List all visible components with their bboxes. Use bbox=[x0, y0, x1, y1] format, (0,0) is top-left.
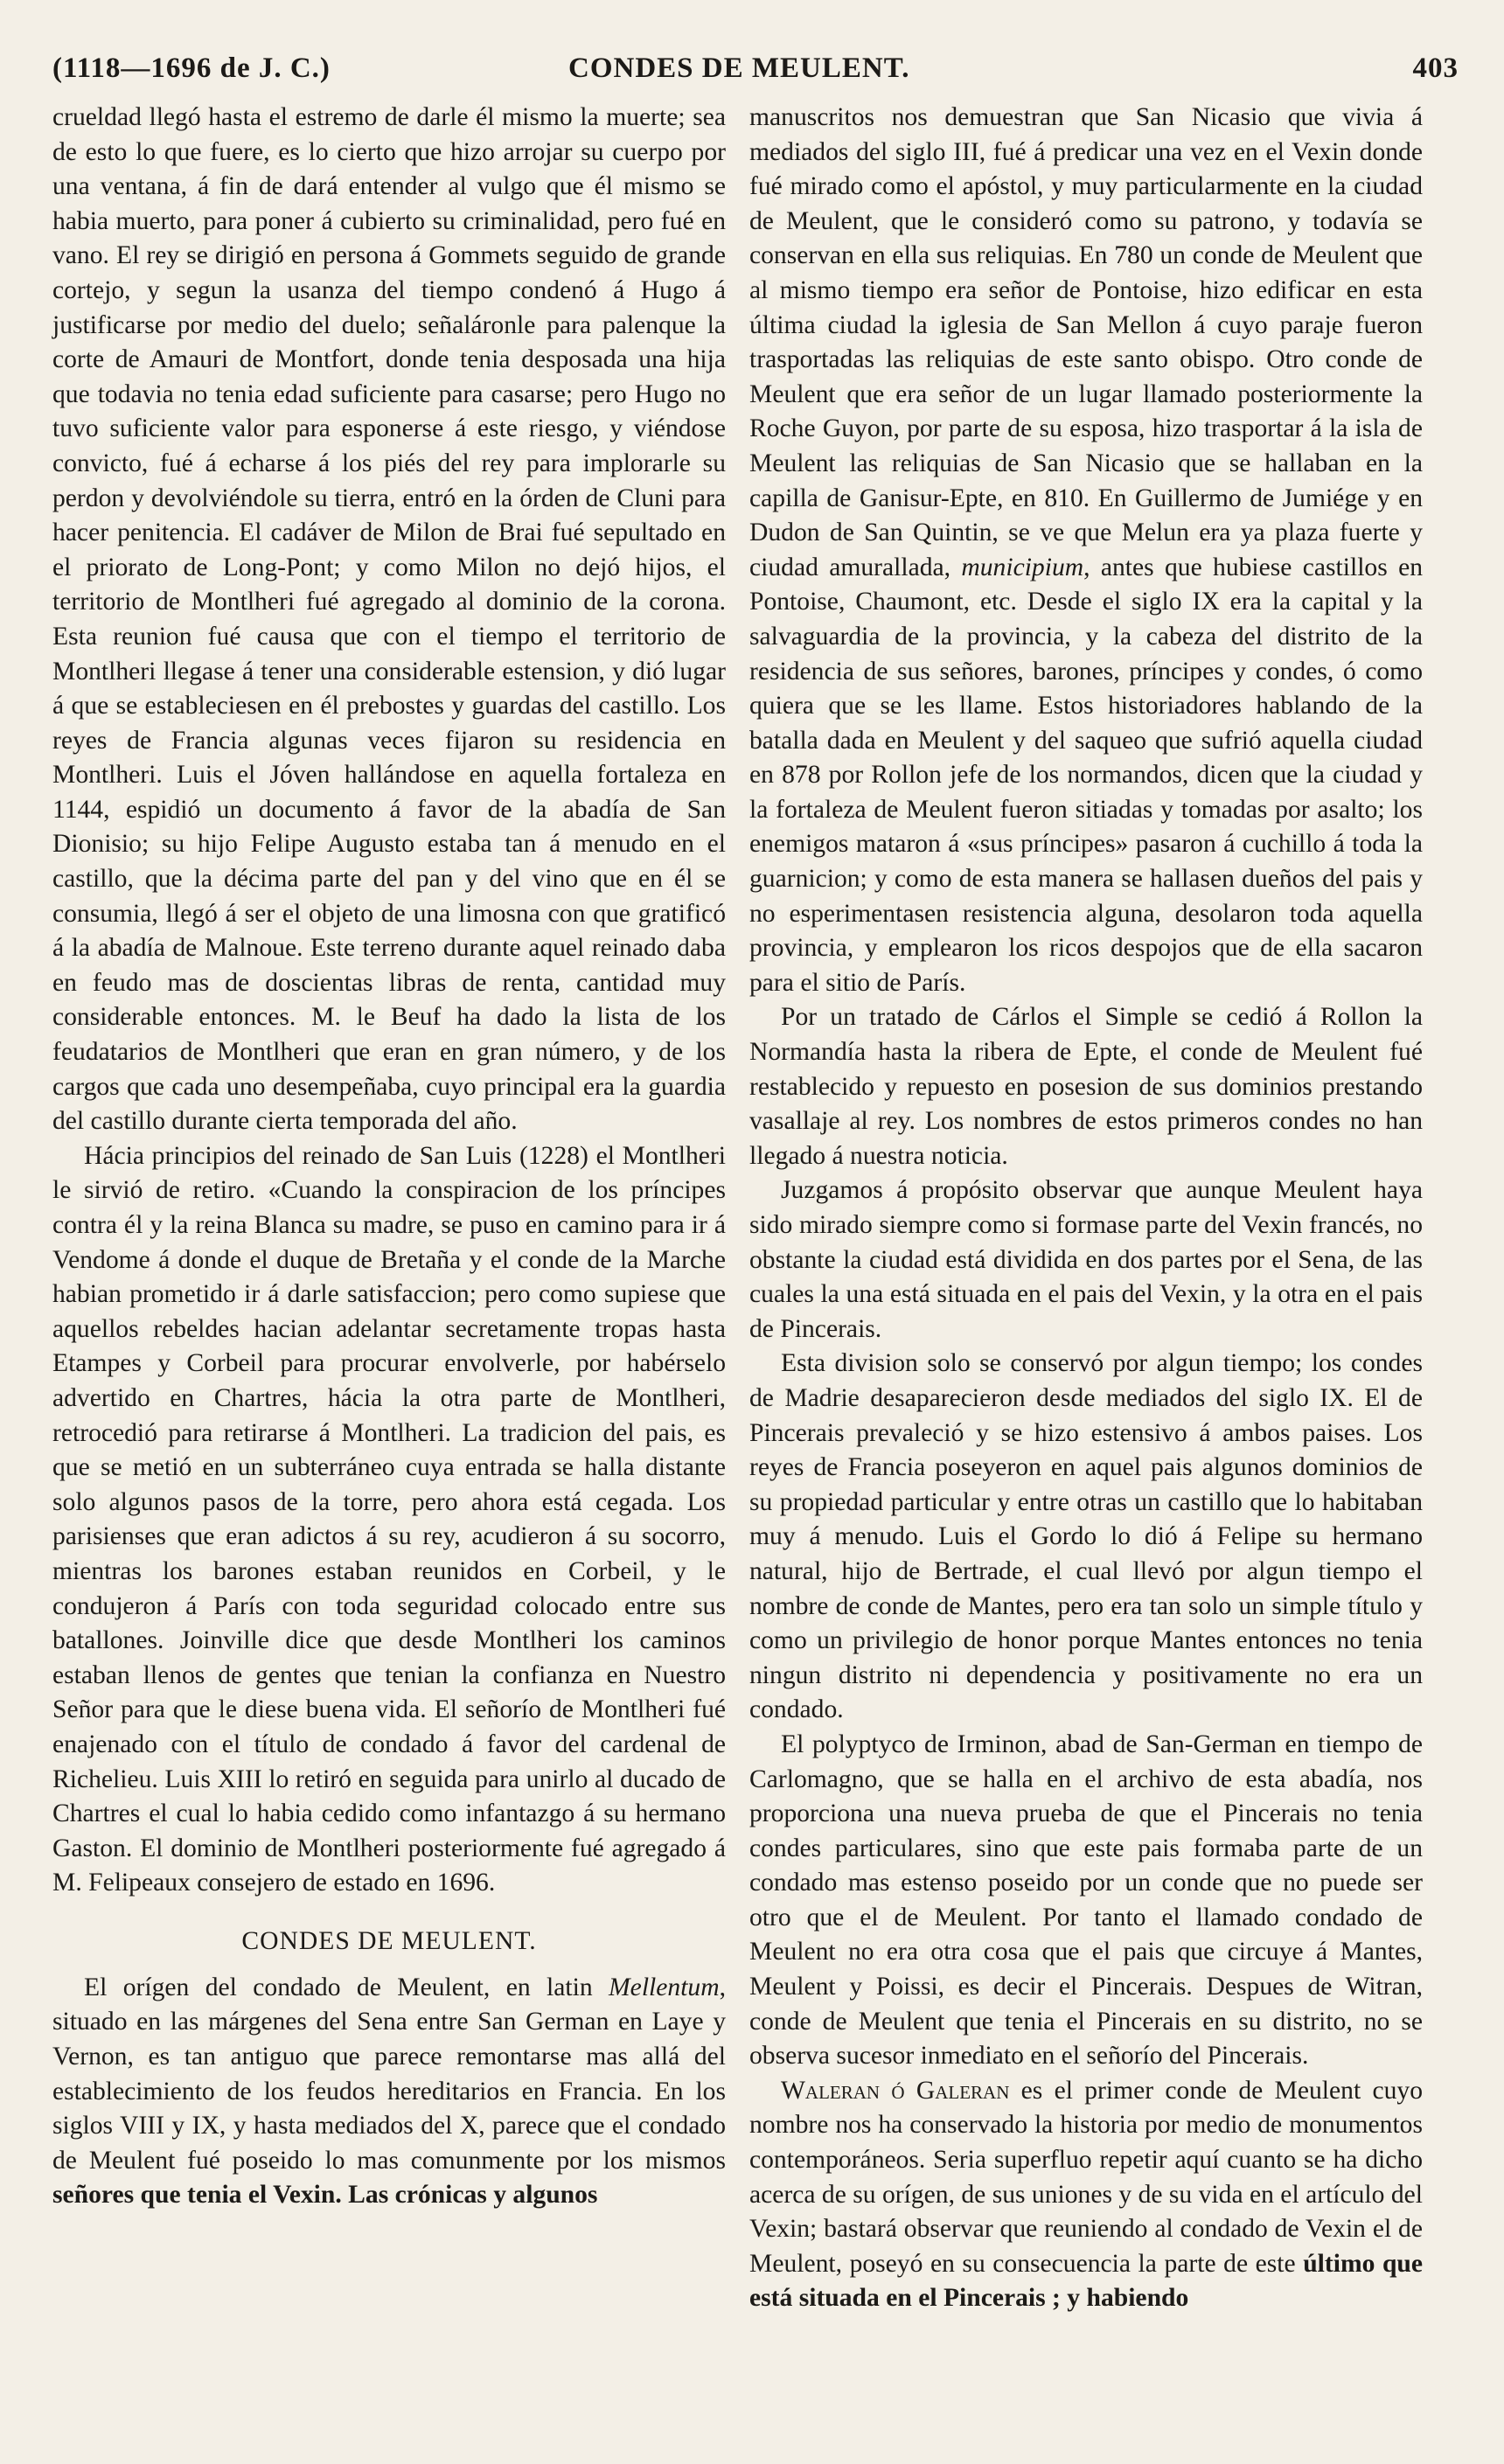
left-paragraph-1: crueldad llegó hasta el estremo de darle él mismo la muerte; sea de esto lo que fuere, es lo cierto que hizo arrojar su cuerpo por una ventana, á fin de dará entender al vulgo que él mismo se habia muerto, para poner á cubierto su criminalidad, pero fué en vano. El rey se dirigió en persona á Gommets seguido de grande cortejo, y segun la usanza del tiempo condenó á Hugo á justificarse por medio del duelo; señaláronle para palenque la corte de Amauri de Montfort, donde tenia desposada una hija que todavia no tenia edad suficiente para casarse; pero Hugo no tuvo suficiente valor para esponerse á este riesgo, y viéndose convicto, fué á echarse á los piés del rey para implorarle su perdon y devolviéndole su tierra, entró en la órden de Cluni para hacer penitencia. El cadáver de Milon de Brai fué sepultado en el priorato de Long-Pont; y como Milon no dejó hijos, el territorio de Montlheri fué agregado al dominio de la corona. Esta reunion fué causa que con el tiempo el territorio de Montlheri llegase á tener una considerable estension, y dió lugar á que se estableciesen en él prebostes y guardas del castillo. Los reyes de Francia algunas veces fijaron su residencia en Montlheri. Luis el Jóven hallándose en aquella fortaleza en 1144, espidió un documento á favor de la abadía de San Dionisio; su hijo Felipe Augusto estaba tan á menudo en el castillo, que la décima parte del pan y del vino que en él se consumia, llegó á ser el objeto de una limosna con que gratificó á la abadía de Malnoue. Este terreno durante aquel reinado daba en feudo mas de doscientas libras de renta, cantidad muy considerable entonces. M. le Beuf ha dado la lista de los feudatarios de Montlheri que eran en gran número, y de los cargos que cada uno desempeñaba, cuyo principal era la guardia del castillo durante cierta temporada del año. bbox=[52, 103, 726, 1136]
header-title: CONDES DE MEULENT. bbox=[568, 52, 910, 84]
p3-latin-term: Mellentum bbox=[609, 1973, 720, 2001]
p3-rest: , situado en las márgenes del Sena entre San German en Laye y Vernon, es tan antiguo que parece remontarse mas allá del establecimiento de los feudos hereditarios en Francia. En los siglos VIII y IX, y hasta mediados del X, parece que el condado de Meulent fué poseido lo mas comunmente por los mismos bbox=[52, 1973, 726, 2175]
right-paragraph-1 bbox=[749, 101, 1423, 1000]
page-number: 403 bbox=[1412, 52, 1459, 84]
running-header bbox=[52, 52, 1459, 94]
right-paragraph-5: El polyptyco de Irminon, abad de San-German en tiempo de Carlomagno, que se halla en el archivo de esta abadía, nos proporciona una nueva prueba de que el Pincerais no tenia condes particulares, sino que este pais formaba parte de un condado mas estenso poseido por un conde que no puede ser otro que el de Meulent. Por tanto el llamado condado de Meulent no era otra cosa que el pais que circuye á Mantes, Meulent y Poissi, es decir el Pincerais. Despues de Witran, conde de Meulent que tenia el Pincerais en su distrito, no se observa sucesor inmediato en el señorío del Pincerais. bbox=[749, 1730, 1423, 2071]
rp6-count-name: Waleran ó Galeran bbox=[781, 2076, 1010, 2105]
p3-start: El orígen del condado de Meulent, en latin bbox=[84, 1973, 609, 2001]
right-paragraph-2: Por un tratado de Cárlos el Simple se cedió á Rollon la Normandía hasta la ribera de Epte, el conde de Meulent fué restablecido y repuesto en posesion de sus dominios prestando vasallaje al rey. Los nombres de estos primeros condes no han llegado á nuestra noticia. bbox=[749, 1003, 1423, 1170]
left-paragraph-2: Hácia principios del reinado de San Luis (1228) el Montlheri le sirvió de retiro. «Cuando la conspiracion de los príncipes contra él y la reina Blanca su madre, se puso en camino para ir á Vendome á donde el duque de Bretaña y el conde de la Marche habian prometido ir á darle satisfaccion; pero como supiese que aquellos rebeldes hacian adelantar secretamente tropas hasta Etampes y Corbeil para procurar envolverle, por habérselo advertido en Chartres, hácia la otra parte de Montlheri, retrocedió para retirarse á Montlheri. La tradicion del pais, es que se metió en un subterráneo cuya entrada se halla distante solo algunos pasos de la torre, pero ahora está cegada. Los parisienses que eran adictos á su rey, acudieron á su socorro, mientras los barones estaban reunidos en Corbeil, y le condujeron á París con toda seguridad colocado entre sus batallones. Joinville dice que desde Montlheri los caminos estaban llenos de gentes que tenian la confianza en Nuestro Señor para que le diese buena vida. El señorío de Montlheri fué enajenado con el título de condado á favor del cardenal de Richelieu. Luis XIII lo retiró en seguida para unirlo al ducado de Chartres el cual lo habia cedido como infantazgo á su hermano Gaston. El dominio de Montlheri posteriormente fué agregado á M. Felipeaux consejero de estado en 1696. bbox=[52, 1141, 726, 1897]
p3-end: señores que tenia el Vexin. Las crónicas y algunos bbox=[52, 2181, 598, 2210]
rp1-rest: , antes que hubiese castillos en Pontoise, Chaumont, etc. Desde el siglo IX era la capital y la salvaguardia de la provincia, y la cabeza del distrito de la residencia de sus señores, barones, príncipes y condes, ó como quiera que se les llame. Estos historiadores hablando de la batalla dada en Meulent y del saqueo que sufrió aquella ciudad en 878 por Rollon jefe de los normandos, dicen que la ciudad y la fortaleza de Meulent fueron sitiadas y tomadas por asalto; los enemigos mataron á «sus príncipes» pasaron á cuchillo á toda la guarnicion; y como de esta manera se hallasen dueños del pais y no esperimentasen resistencia alguna, desolaron toda aquella provincia, y emplearon los ricos despojos que de ella sacaron para el sitio de París. bbox=[749, 553, 1424, 997]
right-paragraph-3: Juzgamos á propósito observar que aunque Meulent haya sido mirado siempre como si formase parte del Vexin francés, no obstante la ciudad está dividida en dos partes por el Sena, de las cuales la una está situada en el pais del Vexin, y la otra en el pais de Pincerais. bbox=[749, 1176, 1423, 1343]
header-date-range: (1118—1696 de J. C.) bbox=[52, 52, 331, 84]
right-column bbox=[749, 101, 1423, 2316]
section-title: CONDES DE MEULENT. bbox=[241, 1926, 537, 1955]
left-paragraph-3 bbox=[52, 1971, 726, 2213]
right-paragraph-4: Esta division solo se conservó por algun tiempo; los condes de Madrie desaparecieron desde mediados del siglo IX. El de Pincerais prevaleció y se hizo estensivo á ambos paises. Los reyes de Francia poseyeron en aquel pais algunos dominios de su propiedad particular y entre otras un castillo que lo habitaban muy á menudo. Luis el Gordo lo dió á Felipe su hermano natural, hijo de Bertrade, el cual llevó por algun tiempo el nombre de conde de Mantes, pero era tan solo un simple título y como un privilegio de honor porque Mantes entonces no tenia ningun distrito ni dependencia y positivamente no era un condado. bbox=[749, 1349, 1423, 1724]
rp6-rest: es el primer conde de Meulent cuyo nombre nos ha conservado la historia por medio de monumentos contemporáneos. Seria superfluo repetir aquí cuanto se ha dicho acerca de su orígen, de sus uniones y de su vida en el artículo del Vexin; bastará observar que reuniendo al condado de Vexin el de Meulent, poseyó en su consecuencia la parte de este bbox=[749, 2076, 1424, 2278]
right-paragraph-6 bbox=[749, 2074, 1423, 2316]
rp6-end: último que está situada en el Pincerais ; y habiendo bbox=[749, 2249, 1423, 2313]
rp1-italic-term: municipium bbox=[961, 553, 1084, 581]
rp1-text: manuscritos nos demuestran que San Nicasio que vivia á mediados del siglo III, fué á predicar una vez en el Vexin donde fué mirado como el apóstol, y muy particularmente en la ciudad de Meulent, que le consideró como su patrono, y todavía se conservan en ella sus reliquias. En 780 un conde de Meulent que al mismo tiempo era señor de Pontoise, hizo edificar en esta última ciudad la iglesia de San Mellon á cuyo paraje fueron trasportadas las reliquias de este santo obispo. Otro conde de Meulent que era señor de un lugar llamado posteriormente la Roche Guyon, por parte de su esposa, hizo trasportar á la isla de Meulent las reliquias de San Nicasio que se hallaban en la capilla de Ganisur-Epte, en 810. En Guillermo de Jumiége y en Dudon de San Quintin, se ve que Melun era ya plaza fuerte y ciudad amurallada, bbox=[749, 103, 1423, 581]
left-column bbox=[52, 101, 726, 2213]
